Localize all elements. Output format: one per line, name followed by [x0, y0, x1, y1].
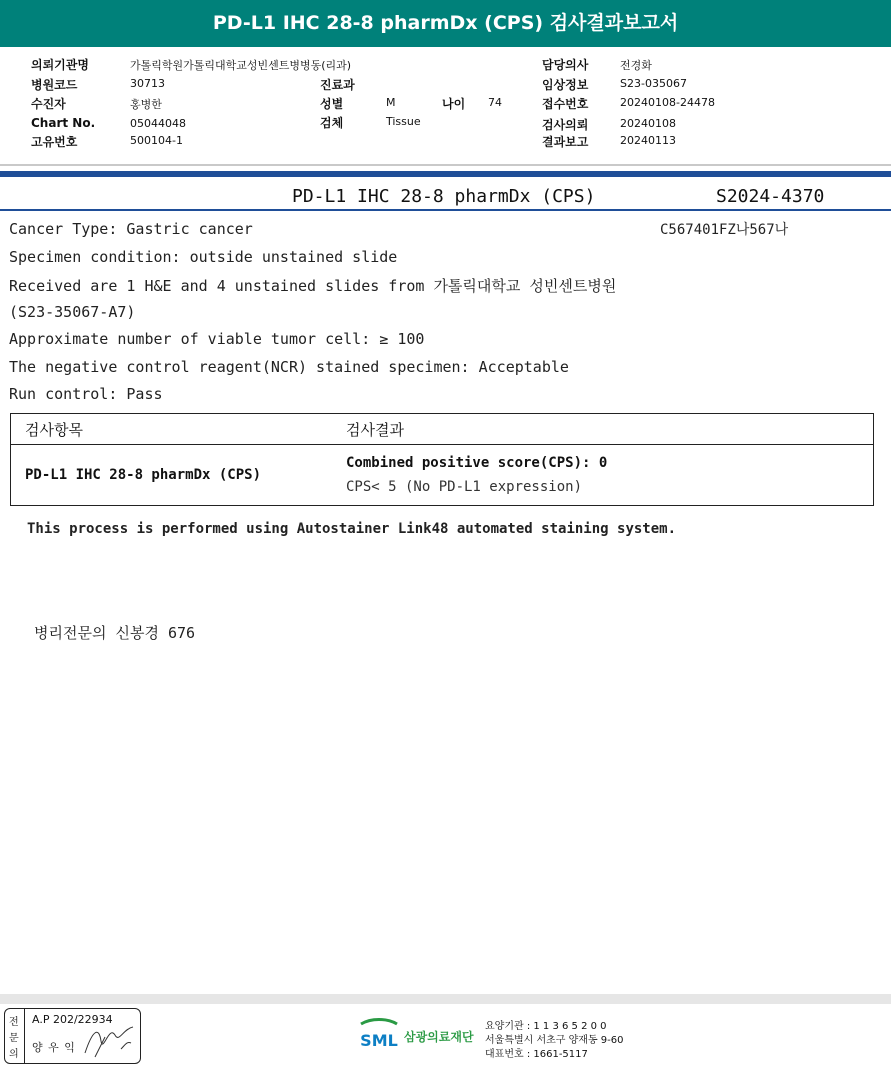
slide-id-line: (S23-35067-A7) [9, 303, 136, 321]
stamp-name: 양 우 익 [32, 1041, 76, 1054]
age-label: 나이 [442, 97, 466, 111]
clinical-info-label: 임상정보 [542, 78, 589, 92]
cancer-type-line: Cancer Type: Gastric cancer [9, 220, 253, 238]
result-table [10, 413, 874, 506]
cps-score: Combined positive score(CPS): 0 [346, 455, 608, 471]
unique-no-value: 500104-1 [130, 134, 183, 147]
doctor-label: 담당의사 [542, 58, 589, 72]
examinee-label: 수진자 [31, 97, 66, 111]
specimen-value: Tissue [386, 115, 421, 128]
col-item-header: 검사항목 [11, 414, 335, 445]
tumor-cell-line: Approximate number of viable tumor cell: ≥ 100 [9, 330, 425, 348]
pathologist-signature: 병리전문의 신봉경 676 [34, 624, 196, 642]
ncr-line: The negative control reagent(NCR) stained specimen: Acceptable [9, 358, 569, 376]
stamp-side-char: 의 [9, 1049, 19, 1060]
run-control-line: Run control: Pass [9, 385, 163, 403]
hospital-code-value: 30713 [130, 77, 165, 90]
report-title: PD-L1 IHC 28-8 pharmDx (CPS) 검사결과보고서 [212, 12, 679, 34]
sml-logo-text: SML [360, 1031, 398, 1050]
heading-underline [0, 209, 891, 211]
result-table-row [11, 445, 874, 506]
chart-no-value: 05044048 [130, 117, 186, 130]
sml-logo [357, 1016, 401, 1052]
hospital-code-label: 병원코드 [31, 78, 78, 92]
reference-code: C567401FZ나567나 [660, 222, 789, 238]
org-phone: 대표번호 : 1661-5117 [485, 1049, 588, 1060]
request-date-value: 20240108 [620, 117, 676, 130]
test-result-cell [334, 445, 874, 506]
handwritten-signature [81, 1019, 137, 1061]
receipt-no-value: 20240108-24478 [620, 96, 715, 109]
col-result-header: 검사결과 [334, 414, 874, 445]
doctor-stamp [4, 1008, 141, 1064]
request-date-label: 검사의뢰 [542, 118, 589, 132]
chart-no-label: Chart No. [31, 116, 96, 130]
received-line: Received are 1 H&E and 4 unstained slides from 가톨릭대학교 성빈센트병원 [9, 277, 617, 295]
section-bar [0, 171, 891, 177]
test-item-cell: PD-L1 IHC 28-8 pharmDx (CPS) [11, 445, 335, 506]
institution-label: 의뢰기관명 [31, 58, 89, 72]
stamp-side-char: 전 [9, 1017, 19, 1028]
stamp-side-char: 문 [9, 1033, 19, 1044]
test-name-heading: PD-L1 IHC 28-8 pharmDx (CPS) [292, 186, 596, 207]
institution-value: 가톨릭학원가톨릭대학교성빈센트병병동(리과) [130, 59, 352, 72]
examinee-value: 홍병한 [130, 98, 162, 111]
clinical-info-value: S23-035067 [620, 77, 687, 90]
cps-interpretation: CPS< 5 (No PD-L1 expression) [346, 479, 583, 495]
report-date-value: 20240113 [620, 134, 676, 147]
unique-no-label: 고유번호 [31, 135, 78, 149]
stamp-side [5, 1009, 25, 1063]
result-table-header [11, 414, 874, 445]
department-label: 진료과 [320, 78, 355, 92]
org-name: 삼광의료재단 [404, 1030, 474, 1044]
report-date-label: 결과보고 [542, 135, 589, 149]
sex-value: M [386, 96, 396, 109]
process-note: This process is performed using Autostainer Link48 automated staining system. [27, 521, 677, 537]
institution-code: 요양기관 : 1 1 3 6 5 2 0 0 [485, 1021, 607, 1032]
header-divider [0, 164, 891, 166]
age-value: 74 [488, 96, 502, 109]
case-number: S2024-4370 [716, 186, 825, 207]
specimen-condition-line: Specimen condition: outside unstained slide [9, 248, 398, 266]
footer-divider [0, 994, 891, 1004]
org-address: 서울특별시 서초구 양재동 9-60 [485, 1035, 624, 1046]
specimen-label: 검체 [320, 116, 344, 130]
receipt-no-label: 접수번호 [542, 97, 589, 111]
sex-label: 성별 [320, 97, 344, 111]
doctor-value: 전경화 [620, 59, 652, 72]
stamp-license: A.P 202/22934 [32, 1013, 113, 1026]
patient-info-panel [0, 48, 891, 166]
